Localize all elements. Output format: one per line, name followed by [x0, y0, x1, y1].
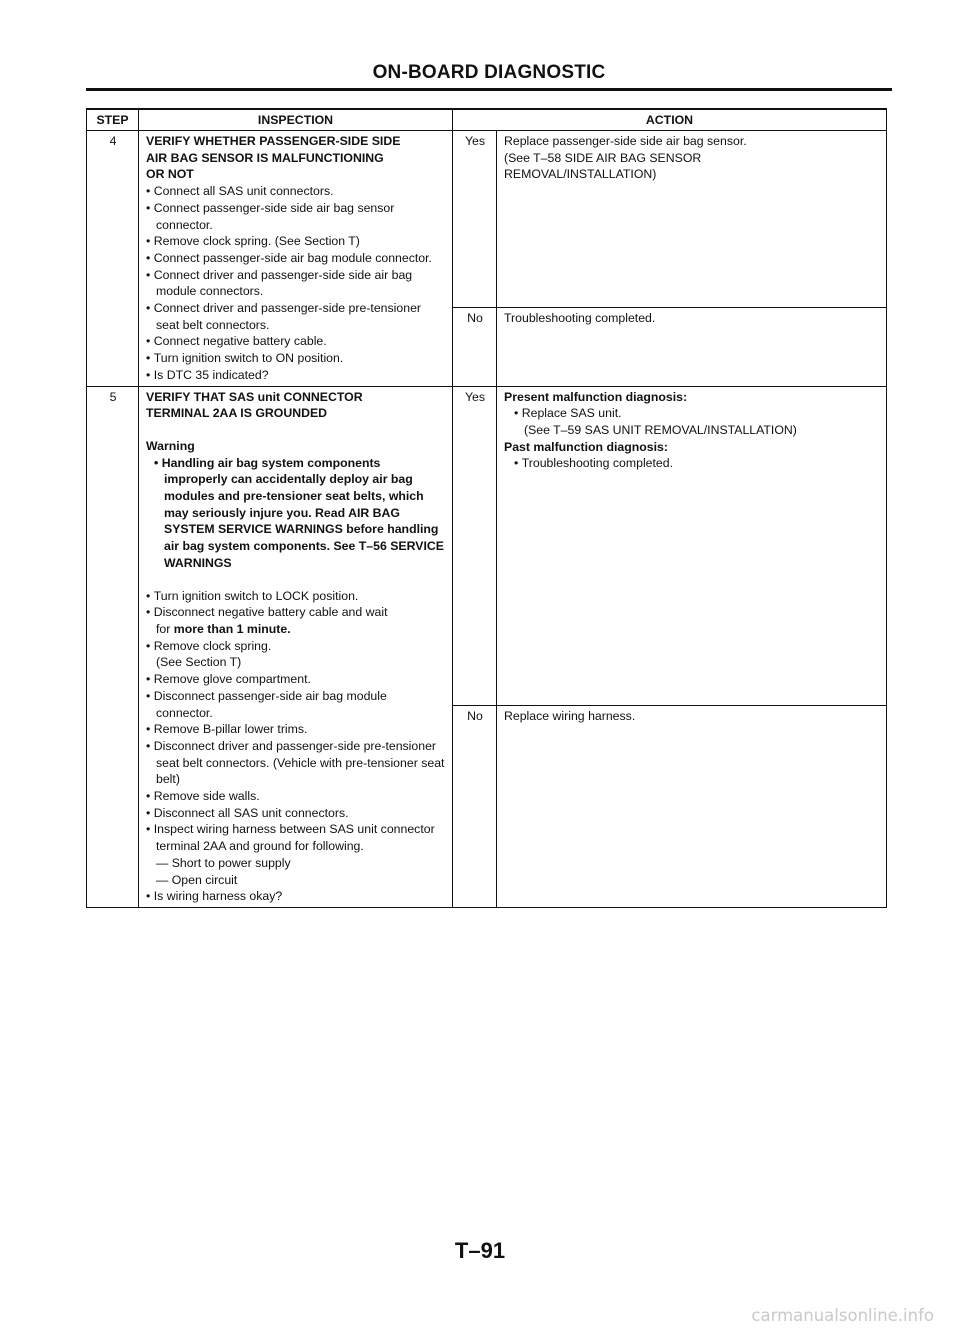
inspection-step: • Turn ignition switch to LOCK position. — [146, 588, 446, 605]
header-rule — [86, 88, 892, 91]
table-row — [87, 386, 887, 705]
inspection-step: • Remove clock spring. (See Section T) — [146, 233, 446, 250]
inspection-step: • Connect driver and passenger-side side air bag module connectors. — [146, 267, 446, 300]
inspection-title-line: VERIFY THAT SAS unit CONNECTOR — [146, 389, 363, 404]
col-step: STEP — [87, 109, 139, 131]
sub-item: — Open circuit — [156, 872, 238, 887]
inspection-step: • Connect negative battery cable. — [146, 333, 446, 350]
inspection-step: • Disconnect driver and passenger-side pre-tensioner seat belt connectors. (Vehicle with pre-tensioner seat belt) — [146, 738, 446, 788]
sub-item: — Short to power supply — [156, 855, 291, 870]
inspection-step: • Connect driver and passenger-side pre-tensioner seat belt connectors. — [146, 300, 446, 333]
action-no: Troubleshooting completed. — [497, 308, 887, 387]
inspection-cell — [139, 386, 453, 907]
watermark: carmanualsonline.info — [751, 1306, 934, 1325]
inspection-step — [146, 821, 446, 888]
action-step: • Troubleshooting completed. — [504, 455, 880, 472]
result-yes: Yes — [453, 386, 497, 705]
inspection-step: • Is DTC 35 indicated? — [146, 367, 446, 384]
inspection-title-line: TERMINAL 2AA IS GROUNDED — [146, 406, 328, 421]
inspection-step: • Turn ignition switch to ON position. — [146, 350, 446, 367]
inspection-step-text: (See Section T) — [156, 655, 242, 670]
page-title: ON-BOARD DIAGNOSTIC — [372, 62, 606, 83]
diagnostic-table — [86, 108, 887, 908]
inspection-step: • Disconnect passenger-side air bag module connector. — [146, 688, 446, 721]
action-reference: (See T–59 SAS UNIT REMOVAL/INSTALLATION) — [524, 422, 797, 437]
wait-duration: more than 1 minute. — [173, 621, 291, 636]
action-no: Replace wiring harness. — [497, 705, 887, 907]
inspection-step — [146, 604, 446, 637]
inspection-title-line: OR NOT — [146, 167, 194, 182]
inspection-step: • Disconnect all SAS unit connectors. — [146, 805, 446, 822]
inspection-step: • Remove side walls. — [146, 788, 446, 805]
result-no: No — [453, 705, 497, 907]
page-number: T–91 — [454, 1238, 506, 1263]
inspection-step-text: for — [156, 621, 171, 636]
inspection-step: • Connect all SAS unit connectors. — [146, 183, 446, 200]
table-header-row — [87, 109, 887, 131]
inspection-step: • Remove glove compartment. — [146, 671, 446, 688]
action-yes — [497, 131, 887, 308]
inspection-cell — [139, 131, 453, 387]
inspection-step: • Connect passenger-side side air bag sensor connector. — [146, 200, 446, 233]
table-row — [87, 131, 887, 308]
inspection-step: • Connect passenger-side air bag module connector. — [146, 250, 446, 267]
action-yes — [497, 386, 887, 705]
inspection-step: • Remove B-pillar lower trims. — [146, 721, 446, 738]
inspection-title-line: AIR BAG SENSOR IS MALFUNCTIONING — [146, 150, 384, 165]
col-inspection: INSPECTION — [139, 109, 453, 131]
inspection-step-text: Inspect wiring harness between SAS unit connector terminal 2AA and ground for following. — [153, 822, 435, 854]
col-action: ACTION — [453, 109, 887, 131]
inspection-step-text: Remove clock spring. — [153, 638, 272, 653]
step-number: 5 — [87, 386, 139, 907]
step-number: 4 — [87, 131, 139, 387]
inspection-step — [146, 638, 446, 671]
action-line: REMOVAL/INSTALLATION) — [504, 167, 657, 182]
result-no: No — [453, 308, 497, 387]
inspection-step: • Is wiring harness okay? — [146, 888, 446, 905]
action-step — [504, 405, 880, 438]
action-line: Replace passenger-side side air bag sensor. — [504, 134, 747, 148]
warning-label: Warning — [146, 438, 195, 453]
result-yes: Yes — [453, 131, 497, 308]
action-line: (See T–58 SIDE AIR BAG SENSOR — [504, 150, 702, 165]
present-label: Present malfunction diagnosis: — [504, 389, 688, 404]
past-label: Past malfunction diagnosis: — [504, 439, 668, 454]
warning-text: • Handling air bag system components improperly can accidentally deploy air bag modules and pre-tensioner seat belts, which may seriously injure you. Read AIR BAG SYSTEM SERVICE WARNINGS before handling air bag system components. See T–56 SERVICE WARNINGS — [146, 455, 446, 572]
inspection-step-text: Disconnect negative battery cable and wait — [153, 605, 388, 620]
action-step-text: Replace SAS unit. — [521, 406, 622, 421]
inspection-title-line: VERIFY WHETHER PASSENGER-SIDE SIDE — [146, 134, 401, 148]
